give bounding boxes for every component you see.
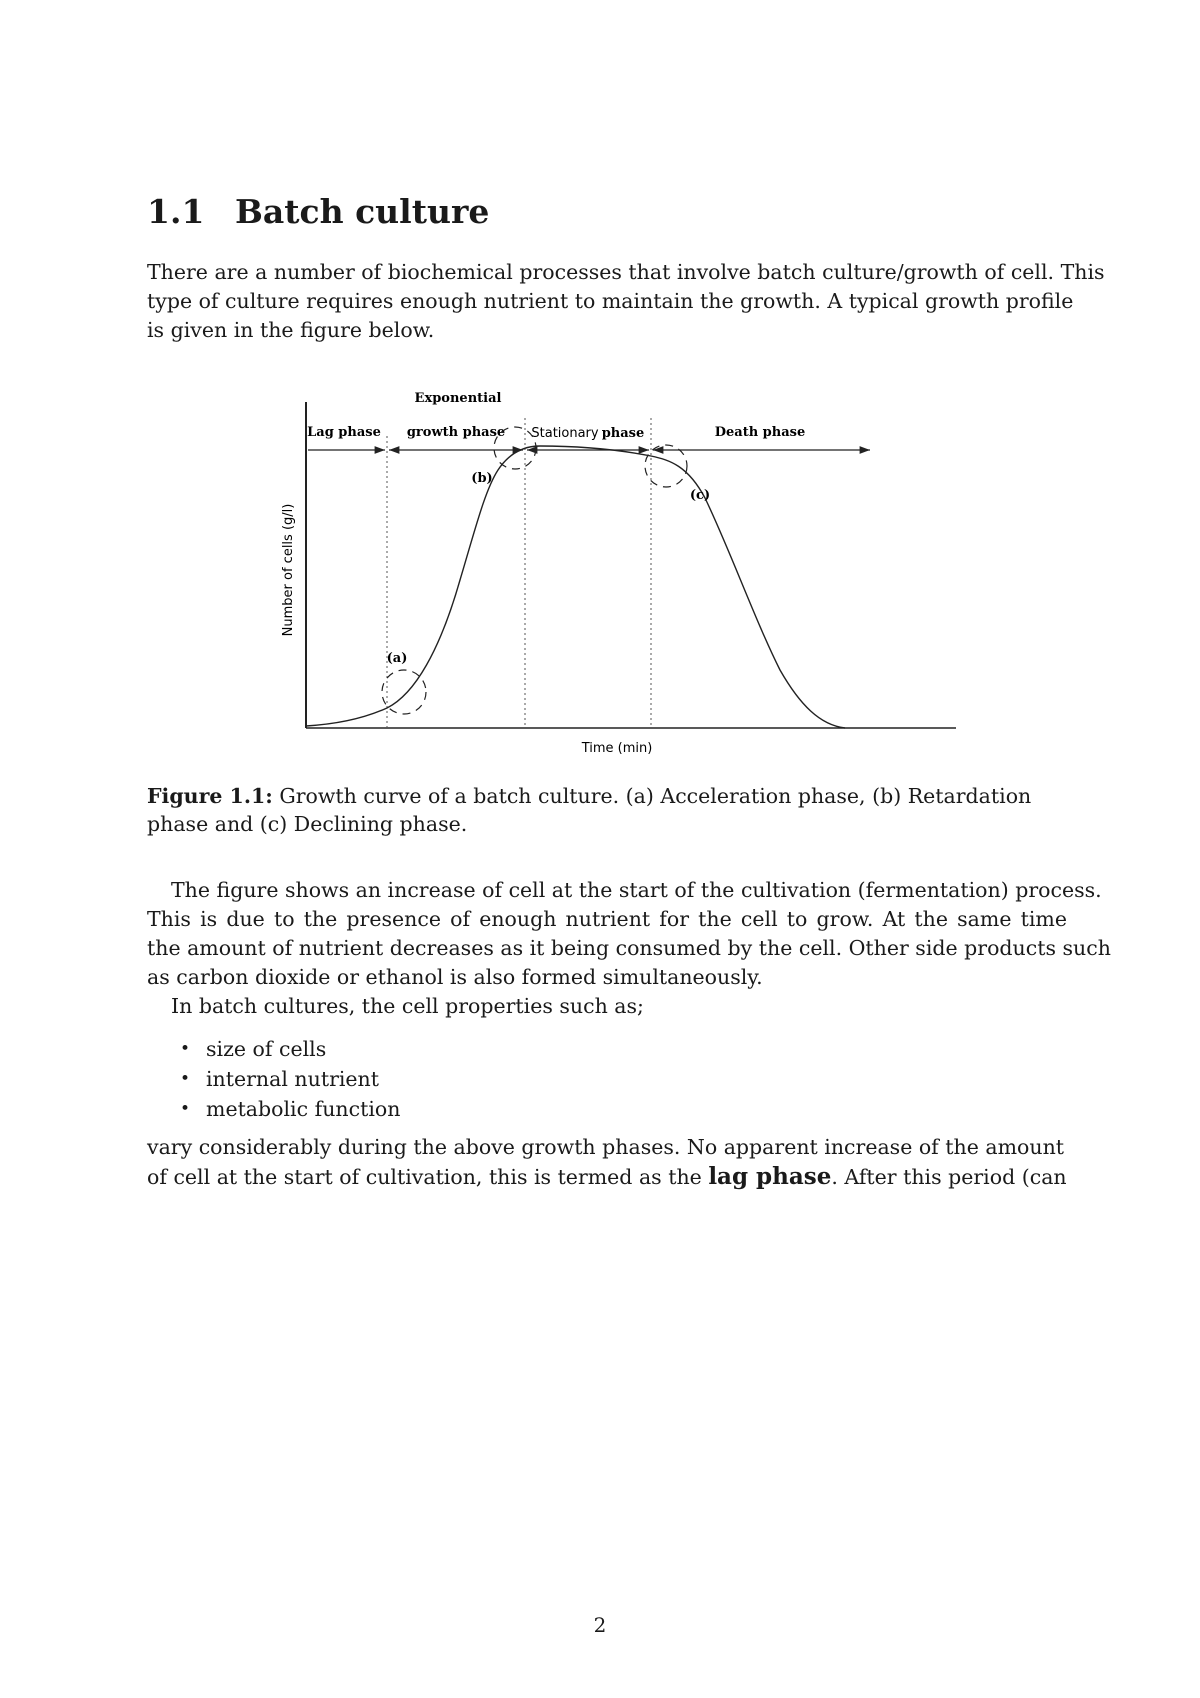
caption-text-line2: phase and (c) Declining phase. (147, 812, 468, 836)
intro-paragraph (147, 258, 1105, 345)
para2-line: The figure shows an increase of cell at the start of the cultivation (fermentation) process. (171, 878, 1102, 902)
marker-label-b: (b) (471, 471, 493, 486)
marker-label-a: (a) (386, 651, 408, 666)
section-title: Batch culture (235, 192, 490, 231)
body-paragraph-3 (147, 1133, 1067, 1192)
x-axis-label: Time (min) (581, 741, 653, 756)
section-number: 1.1 (147, 192, 205, 231)
para2-lead: In batch cultures, the cell properties such as; (171, 994, 644, 1018)
phase-label-exponential-top: Exponential (414, 391, 502, 406)
figure-caption (147, 782, 1067, 838)
section-heading (147, 192, 489, 231)
lag-phase-term: lag phase (708, 1163, 832, 1190)
page-number: 2 (593, 1613, 607, 1637)
caption-text-line1: Growth curve of a batch culture. (a) Acceleration phase, (b) Retardation (272, 784, 1032, 808)
para3-line2 (147, 1162, 1067, 1192)
para3-line2-post: . After this period (can (831, 1165, 1067, 1189)
intro-line: There are a number of biochemical processes that involve batch culture/growth of cell. This (147, 260, 1105, 284)
phase-label-growth: growth phase (406, 425, 506, 440)
phase-label-stationary-b: phase (601, 426, 645, 441)
marker-circle-c (645, 445, 687, 487)
body-paragraph-2 (147, 876, 1111, 1021)
phase-label-lag: Lag phase (307, 425, 381, 440)
list-item: • size of cells (180, 1034, 400, 1064)
y-axis-label: Number of cells (g/l) (281, 503, 296, 637)
phase-label-death: Death phase (714, 425, 806, 440)
para3-line2-pre: of cell at the start of cultivation, this is termed as the (147, 1165, 709, 1189)
intro-line: type of culture requires enough nutrient to maintain the growth. A typical growth profile (147, 289, 1074, 313)
intro-line: is given in the figure below. (147, 318, 435, 342)
para2-line: as carbon dioxide or ethanol is also formed simultaneously. (147, 965, 763, 989)
growth-curve-figure (270, 380, 960, 760)
property-list (180, 1034, 400, 1124)
para2-line: This is due to the presence of enough nutrient for the cell to grow. At the same time (147, 907, 1067, 931)
list-item: • metabolic function (180, 1094, 400, 1124)
phase-label-stationary-a: Stationary (531, 426, 599, 441)
para3-line1: vary considerably during the above growth phases. No apparent increase of the amount (147, 1135, 1065, 1159)
growth-curve-svg (270, 380, 960, 760)
marker-label-c: (c) (689, 488, 711, 503)
list-item: • internal nutrient (180, 1064, 400, 1094)
caption-label: Figure 1.1: (147, 784, 273, 808)
para2-line: the amount of nutrient decreases as it being consumed by the cell. Other side products such (147, 936, 1111, 960)
